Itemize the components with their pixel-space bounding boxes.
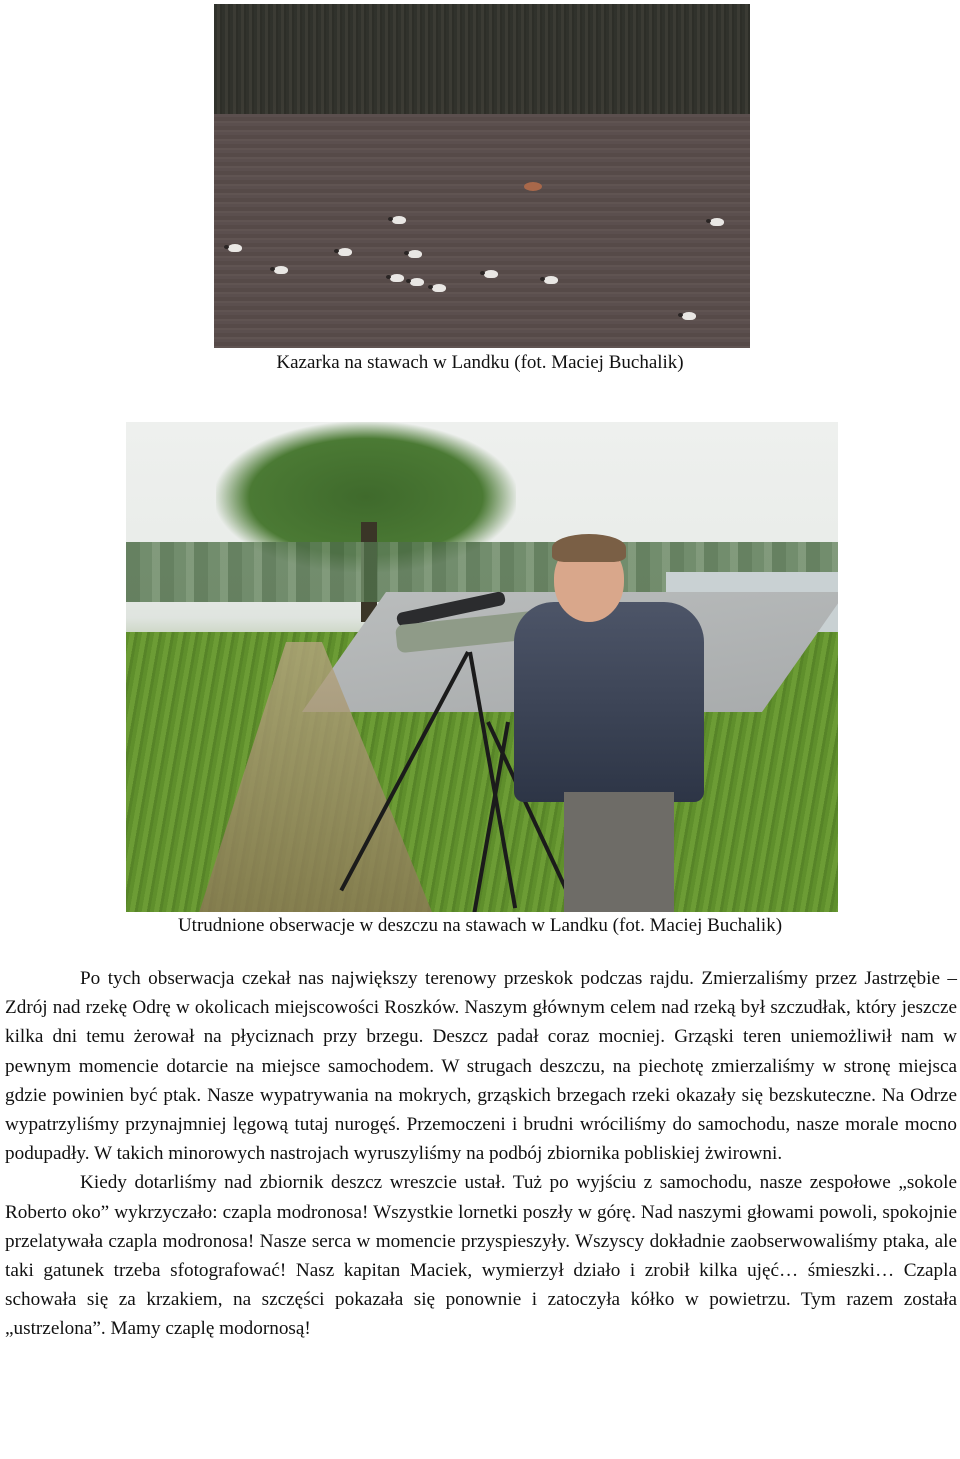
paragraph: Po tych obserwacja czekał nas największy terenowy przeskok podczas rajdu. Zmierzaliśmy przez Jastrzębie – Zdrój nad rzekę Odrę w okolicach miejscowości Roszków. Naszym głównym celem nad rzeką był szczudłak, który jeszcze kilka dni temu żerował na płyciznach przy brzegu. Deszcz padał coraz mocniej. Grząski teren uniemożliwił nam w pewnym momencie dotarcie na miejsce samochodem. W strugach deszczu, na piechotę zmierzaliśmy w stronę miejsca gdzie powinien być ptak. Nasze wypatrywania na mokrych, grząskich brzegach rzeki okazały się bezskuteczne. Na Odrze wypatrzyliśmy przynajmniej lęgową tutaj nurogęś. Przemoczeni i brudni wróciliśmy do samochodu, nasze morale mocno podupadły. W takich minorowych nastrojach wyruszyliśmy na podbój zbiornika pobliskiej żwirowni. [5,968,957,1165]
treeline-background [214,4,750,114]
photo-ruddy-shelduck [214,4,750,348]
birdwatcher [504,532,704,912]
gull-bird [682,312,696,320]
gull-bird [408,250,422,258]
gull-bird [274,266,288,274]
gull-bird [392,216,406,224]
photo1-caption: Kazarka na stawach w Landku (fot. Maciej Buchalik) [276,352,684,373]
shelduck-bird [524,182,542,191]
gull-bird [338,248,352,256]
photo2-caption: Utrudnione obserwacje w deszczu na stawach w Landku (fot. Maciej Buchalik) [177,915,783,936]
gull-bird [432,284,446,292]
jacket [514,602,704,802]
hair [552,534,626,562]
gull-bird [710,218,724,226]
paragraph: Kiedy dotarliśmy nad zbiornik deszcz wreszcie ustał. Tuż po wyjściu z samochodu, nasze zespołowe „sokole Roberto oko” wykrzyczało: czapla modronosa! Wszystkie lornetki poszły w górę. Nad naszymi głowami powoli, spokojnie przelatywała czapla modronosa! Nasze serca w momencie przyspieszyły. Wszyscy dokładnie zaobserwowaliśmy ptaka, ale taki gatunek trzeba sfotografować! Nasz kapitan Maciek, wymierzył działo i zrobił kilka ujęć… śmieszki… Czapla schowała się za krzakiem, na szczęści pokazała się ponownie i zatoczyła kółko w powietrzu. Tym razem została „ustrzelona”. Mamy czaplę modornosą! [5,1172,957,1340]
article-body [5,964,957,1344]
gull-bird [544,276,558,284]
gull-bird [228,244,242,252]
photo-birdwatchers [126,422,838,912]
gull-bird [484,270,498,278]
gull-bird [410,278,424,286]
pants [564,792,674,912]
gull-bird [390,274,404,282]
pond-water [214,114,750,348]
